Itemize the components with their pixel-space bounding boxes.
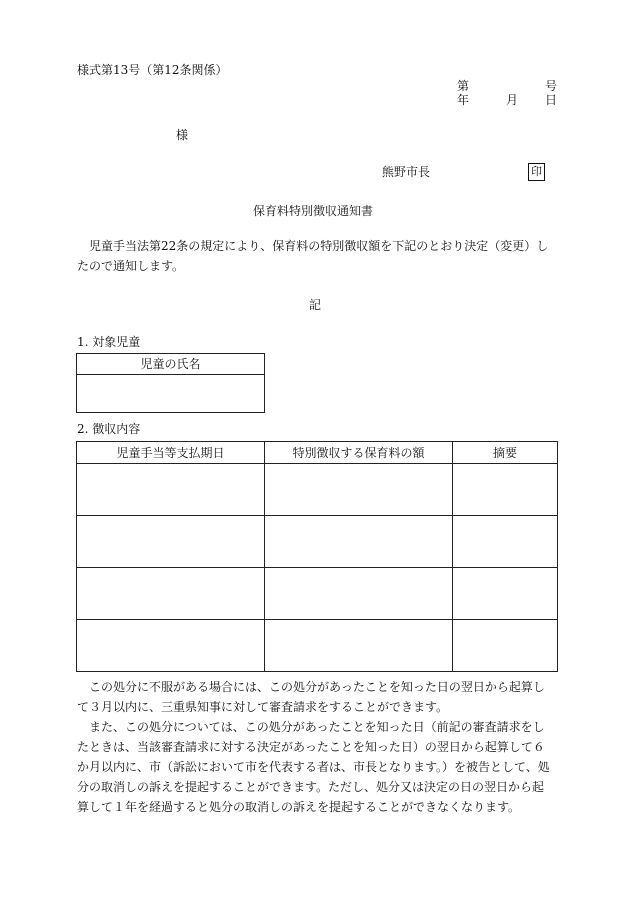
fee-amount-cell <box>265 464 453 516</box>
remarks-cell <box>453 516 558 568</box>
remarks-cell <box>453 568 558 620</box>
table-row <box>77 568 558 620</box>
remarks-cell <box>453 464 558 516</box>
date-day: 日 <box>545 93 558 107</box>
document-title: 保育料特別徴収通知書 <box>253 204 374 218</box>
section2-heading: 2. 徴収内容 <box>77 422 141 436</box>
collection-table <box>76 441 558 672</box>
lawsuit-notice-paragraph: また、この処分については、この処分があったことを知った日（前記の審査請求をしたときは、当該審査請求に対する決定があったことを知った日）の翌日から起算して６か月以内に、市（訴訟において市を代表する者は、市長となります。）を被告として、処分の取消しの訴えを提起することができます。ただし、処分又は決定の日の翌日から起算して１年を経過すると処分の取消しの訴えを提起することができなくなります。 <box>77 720 550 814</box>
table-row <box>77 516 558 568</box>
header-payment-date: 児童手当等支払期日 <box>77 442 265 464</box>
payment-date-cell <box>77 516 265 568</box>
fee-amount-cell <box>265 516 453 568</box>
payment-date-cell <box>77 568 265 620</box>
issuer-name: 熊野市長 <box>382 165 431 179</box>
child-name-table <box>76 353 265 413</box>
doc-number-prefix: 第 <box>457 79 470 93</box>
header-remarks: 摘要 <box>453 442 558 464</box>
addressee-honorific: 様 <box>176 128 189 142</box>
section1-heading: 1. 対象児童 <box>77 335 141 349</box>
table-row <box>77 620 558 672</box>
child-name-header: 児童の氏名 <box>77 354 265 375</box>
fee-amount-cell <box>265 620 453 672</box>
date-year: 年 <box>457 93 470 107</box>
doc-number-suffix: 号 <box>545 79 558 93</box>
appeal-notice-paragraph: この処分に不服がある場合には、この処分があったことを知った日の翌日から起算して３月以内に、三重県知事に対して審査請求をすることができます。 <box>77 680 545 714</box>
table-row <box>77 464 558 516</box>
form-number: 様式第13号（第12条関係） <box>77 63 228 77</box>
payment-date-cell <box>77 464 265 516</box>
fee-amount-cell <box>265 568 453 620</box>
header-fee-amount: 特別徴収する保育料の額 <box>265 442 453 464</box>
intro-paragraph: 児童手当法第22条の規定により、保育料の特別徴収額を下記のとおり決定（変更）したので通知します。 <box>77 239 549 273</box>
payment-date-cell <box>77 620 265 672</box>
ki-heading: 記 <box>309 298 322 312</box>
seal-mark: 印 <box>528 163 545 181</box>
child-name-cell <box>77 375 265 413</box>
table-header-row <box>77 442 558 464</box>
remarks-cell <box>453 620 558 672</box>
date-month: 月 <box>506 93 519 107</box>
